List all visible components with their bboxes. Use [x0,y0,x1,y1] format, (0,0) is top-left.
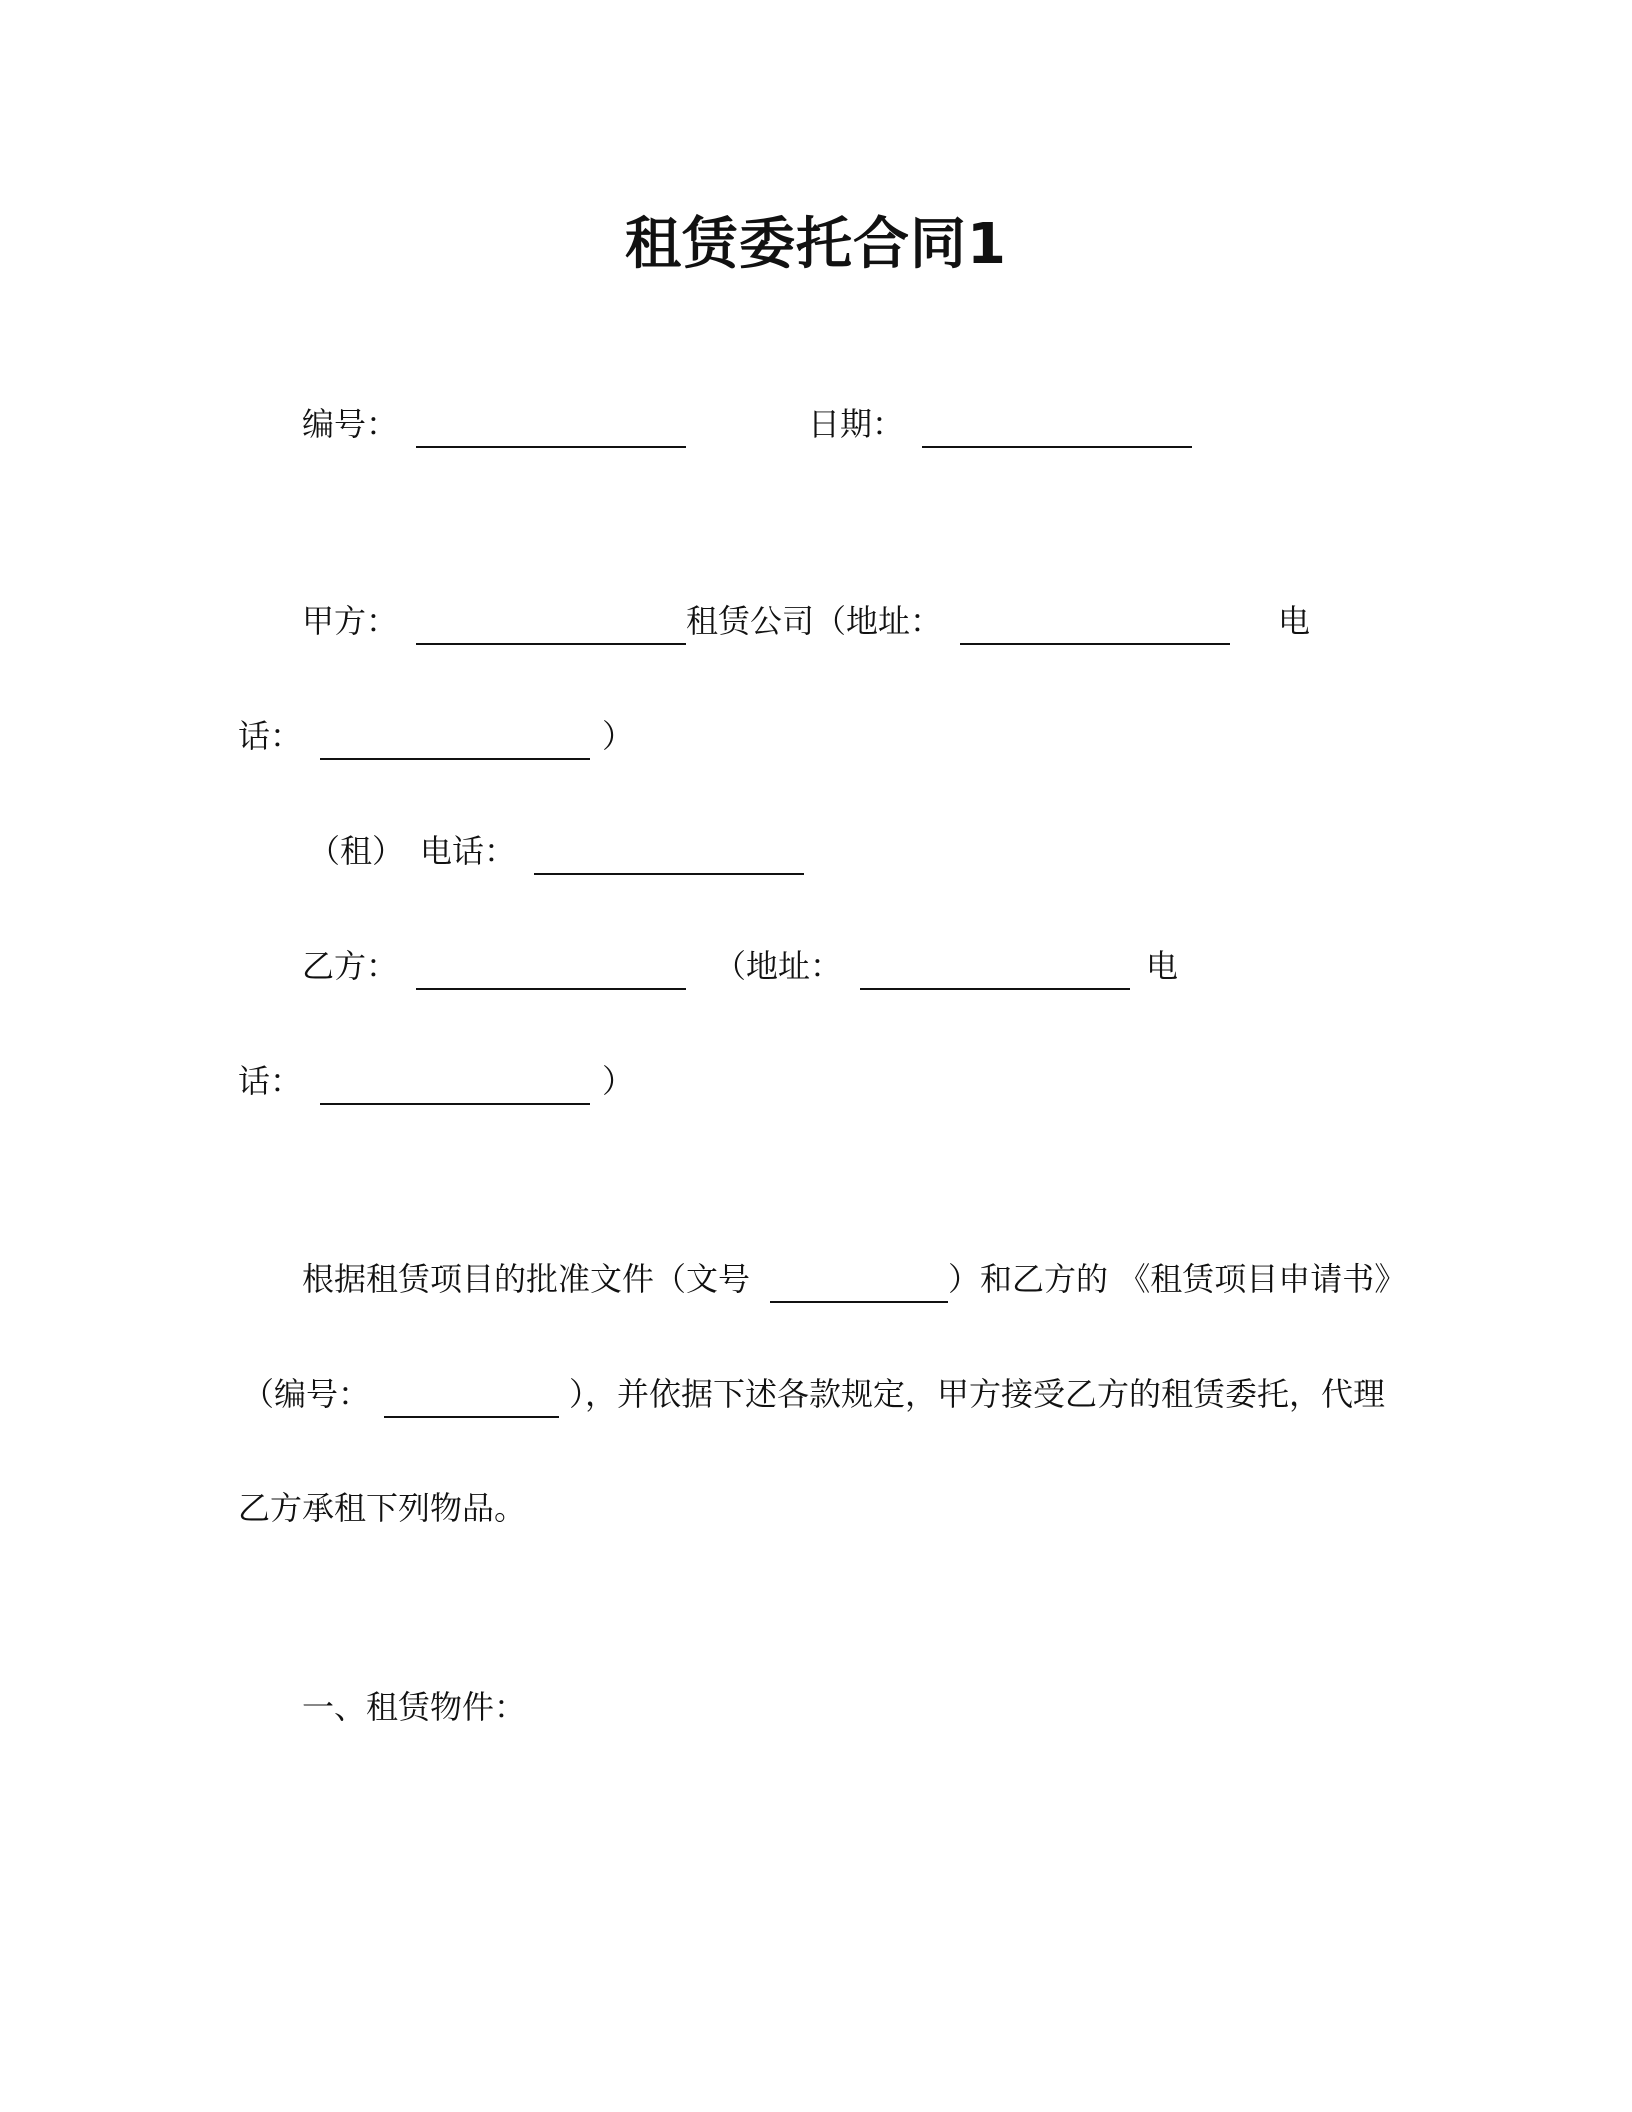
party-a-close-paren: ） [602,717,635,755]
body-line-2-text-b: ），并依据下述各款规定，甲方接受乙方的租赁委托，代理 [569,1375,1386,1413]
document-title: 租赁委托合同1 [625,212,1007,277]
document-number-blank[interactable] [770,1265,948,1303]
date-row [808,400,1192,448]
party-b-address-label: （地址： [714,947,843,985]
body-line-3-text: 乙方承租下列物品。 [238,1489,527,1527]
application-number-blank[interactable] [384,1380,559,1418]
lessor-phone-blank[interactable] [534,837,804,875]
party-b-close-paren: ） [602,1062,635,1100]
lessor-row [308,827,804,875]
lessor-phone-label: 电话： [420,832,517,870]
party-a-name-blank[interactable] [416,607,686,645]
party-a-phone-label-part2: 话： [238,717,303,755]
date-blank[interactable] [922,410,1192,448]
body-line-3 [238,1484,526,1532]
lessor-label: （租） [308,832,405,870]
section-1-heading: 一、租赁物件： [302,1688,527,1726]
party-a-phone-blank[interactable] [320,722,590,760]
body-line-2-text-a: （编号： [242,1375,371,1413]
body-line-2 [242,1370,1385,1418]
party-a-row [302,597,1310,645]
number-blank[interactable] [416,410,686,448]
party-a-company-label: 租赁公司（地址： [686,602,943,640]
body-line-1-text-b: ）和乙方的 《租赁项目申请书》 [948,1260,1407,1298]
section-1-row [302,1683,526,1731]
party-b-address-blank[interactable] [860,952,1130,990]
party-b-name-blank[interactable] [416,952,686,990]
party-a-phone-row [238,712,634,760]
number-row [302,400,686,448]
party-b-row [302,942,1178,990]
body-line-1 [302,1255,1406,1303]
party-a-address-blank[interactable] [960,607,1230,645]
party-b-phone-label-part2: 话： [238,1062,303,1100]
party-b-phone-label-part1: 电 [1146,947,1179,985]
party-a-label: 甲方： [302,602,399,640]
party-b-phone-blank[interactable] [320,1067,590,1105]
number-label: 编号： [302,405,399,443]
party-b-label: 乙方： [302,947,399,985]
party-a-phone-label-part1: 电 [1278,602,1311,640]
body-line-1-text-a: 根据租赁项目的批准文件（文号 [302,1260,751,1298]
party-b-phone-row [238,1057,634,1105]
date-label: 日期： [808,405,905,443]
